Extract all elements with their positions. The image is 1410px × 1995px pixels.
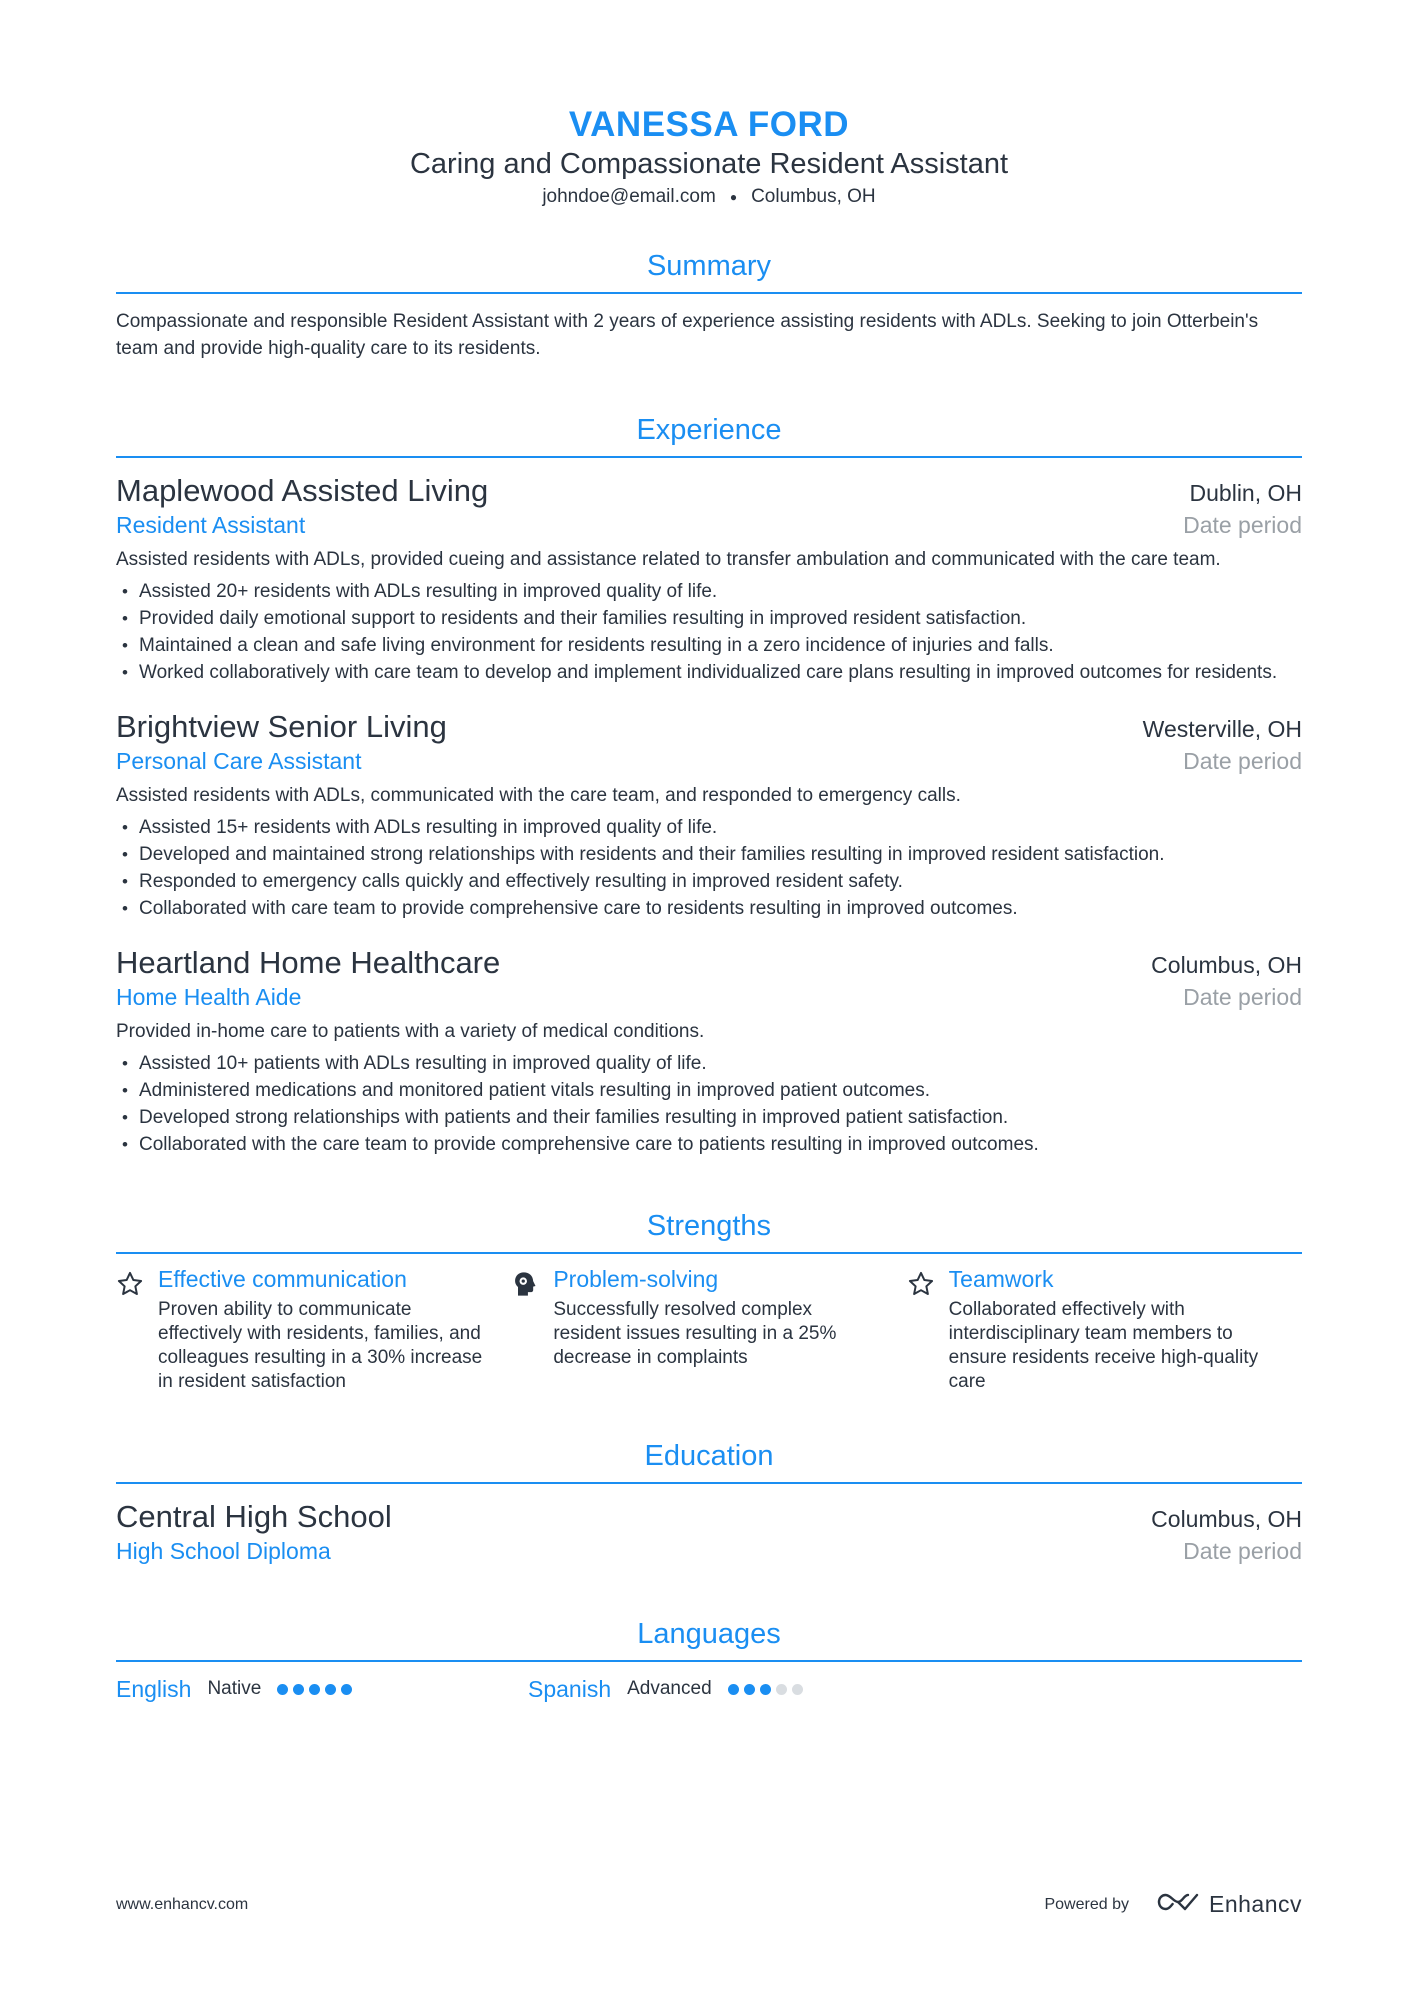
rating-dot-empty — [792, 1684, 803, 1695]
rating-dot-filled — [309, 1684, 320, 1695]
job-bullet: • Worked collaboratively with care team to develop and implement individualized care plans resulting in improved outcomes for residents. — [116, 659, 1302, 686]
strength-item — [116, 1264, 511, 1394]
language-level: Native — [207, 1678, 262, 1700]
star-icon — [116, 1264, 158, 1394]
job-date: Date period — [1183, 984, 1302, 1011]
candidate-headline: Caring and Compassionate Resident Assistant — [409, 148, 1009, 180]
contact-email[interactable]: johndoe@email.com — [542, 186, 716, 208]
job-description: Assisted residents with ADLs, communicated with the care team, and responded to emergency calls. — [116, 785, 961, 807]
language-name: Spanish — [528, 1676, 612, 1703]
strengths-section — [116, 1208, 1302, 1394]
job-entry — [116, 944, 1302, 1158]
language-name: English — [116, 1676, 192, 1703]
education-location: Columbus, OH — [1151, 1506, 1302, 1533]
section-title-education: Education — [644, 1440, 774, 1473]
section-divider — [116, 1252, 1302, 1254]
job-company: Heartland Home Healthcare — [116, 945, 501, 981]
strength-item — [907, 1264, 1302, 1394]
education-date: Date period — [1183, 1538, 1302, 1565]
education-degree: High School Diploma — [116, 1538, 331, 1565]
section-title-experience: Experience — [636, 414, 782, 447]
education-section — [116, 1438, 1302, 1566]
strength-description: Successfully resolved complex resident issues resulting in a 25% decrease in complaints — [553, 1299, 837, 1369]
resume-header — [116, 0, 1302, 210]
experience-section — [116, 412, 1302, 1158]
job-bullet: • Assisted 15+ residents with ADLs resulting in improved quality of life. — [116, 814, 1302, 841]
strength-item — [511, 1264, 906, 1394]
language-level: Advanced — [627, 1678, 712, 1700]
star-icon — [907, 1264, 949, 1394]
job-bullet: • Maintained a clean and safe living environment for residents resulting in a zero incidence of injuries and falls. — [116, 632, 1302, 659]
language-rating — [728, 1684, 808, 1695]
rating-dot-filled — [277, 1684, 288, 1695]
strength-description: Proven ability to communicate effectively with residents, families, and colleagues resulting in a 30% increase in resident satisfaction — [158, 1299, 483, 1393]
rating-dot-filled — [744, 1684, 755, 1695]
contact-location: Columbus, OH — [751, 186, 876, 208]
strength-title: Teamwork — [948, 1266, 1054, 1293]
summary-text: Compassionate and responsible Resident Assistant with 2 years of experience assisting residents with ADLs. Seeking to join Otterbein's team and provide high-quality care to its residents. — [116, 311, 1259, 360]
rating-dot-filled — [760, 1684, 771, 1695]
job-bullet: • Collaborated with care team to provide comprehensive care to residents resulting in improved outcomes. — [116, 895, 1302, 922]
job-bullet: • Developed and maintained strong relationships with residents and their families resulting in improved resident satisfaction. — [116, 841, 1302, 868]
rating-dot-filled — [325, 1684, 336, 1695]
job-description: Provided in-home care to patients with a variety of medical conditions. — [116, 1021, 705, 1043]
job-location: Westerville, OH — [1142, 716, 1302, 743]
job-bullet: • Provided daily emotional support to residents and their families resulting in improved resident satisfaction. — [116, 605, 1302, 632]
summary-section — [116, 248, 1302, 362]
candidate-name: VANESSA FORD — [568, 105, 850, 144]
language-item — [116, 1674, 528, 1704]
section-divider — [116, 292, 1302, 294]
job-company: Maplewood Assisted Living — [116, 473, 489, 509]
footer-url[interactable]: www.enhancv.com — [116, 1895, 249, 1913]
separator-dot: ● — [729, 190, 738, 204]
job-bullets — [116, 814, 1302, 922]
section-title-languages: Languages — [637, 1618, 781, 1651]
job-description: Assisted residents with ADLs, provided cueing and assistance related to transfer ambulation and communicated with the care team. — [116, 549, 1221, 571]
job-role: Home Health Aide — [116, 984, 302, 1011]
job-bullet: • Developed strong relationships with patients and their families resulting in improved patient satisfaction. — [116, 1104, 1302, 1131]
job-entry — [116, 708, 1302, 922]
brain-head-icon — [511, 1264, 553, 1394]
page-footer — [116, 1890, 1302, 1919]
section-divider — [116, 1660, 1302, 1662]
job-bullet: • Collaborated with the care team to provide comprehensive care to patients resulting in improved outcomes. — [116, 1131, 1302, 1158]
job-bullet: • Assisted 10+ patients with ADLs resulting in improved quality of life. — [116, 1050, 1302, 1077]
job-location: Dublin, OH — [1189, 480, 1302, 507]
resume-page — [116, 0, 1302, 1995]
rating-dot-empty — [776, 1684, 787, 1695]
education-school: Central High School — [116, 1499, 392, 1535]
job-bullets — [116, 578, 1302, 686]
enhancv-logo-icon — [1155, 1890, 1201, 1919]
language-item — [528, 1674, 940, 1704]
strength-title: Problem-solving — [553, 1266, 719, 1293]
job-role: Resident Assistant — [116, 512, 306, 539]
job-bullet: • Administered medications and monitored patient vitals resulting in improved patient outcomes. — [116, 1077, 1302, 1104]
contact-line — [116, 184, 1302, 210]
language-rating — [277, 1684, 357, 1695]
section-title-summary: Summary — [646, 250, 772, 283]
job-bullet: • Assisted 20+ residents with ADLs resulting in improved quality of life. — [116, 578, 1302, 605]
rating-dot-filled — [728, 1684, 739, 1695]
job-date: Date period — [1183, 748, 1302, 775]
job-date: Date period — [1183, 512, 1302, 539]
brand-name: Enhancv — [1208, 1891, 1302, 1917]
job-bullet: • Responded to emergency calls quickly and effectively resulting in improved resident safety. — [116, 868, 1302, 895]
languages-section — [116, 1616, 1302, 1704]
job-company: Brightview Senior Living — [116, 709, 447, 745]
powered-by-label: Powered by — [1044, 1895, 1129, 1913]
strength-title: Effective communication — [158, 1266, 407, 1293]
job-role: Personal Care Assistant — [116, 748, 362, 775]
section-title-strengths: Strengths — [646, 1210, 772, 1243]
job-bullets — [116, 1050, 1302, 1158]
rating-dot-filled — [341, 1684, 352, 1695]
job-location: Columbus, OH — [1151, 952, 1302, 979]
education-entry — [116, 1498, 1302, 1566]
job-entry — [116, 472, 1302, 686]
section-divider — [116, 1482, 1302, 1484]
rating-dot-filled — [293, 1684, 304, 1695]
section-divider — [116, 456, 1302, 458]
strength-description: Collaborated effectively with interdisciplinary team members to ensure residents receive high-quality care — [948, 1299, 1259, 1393]
